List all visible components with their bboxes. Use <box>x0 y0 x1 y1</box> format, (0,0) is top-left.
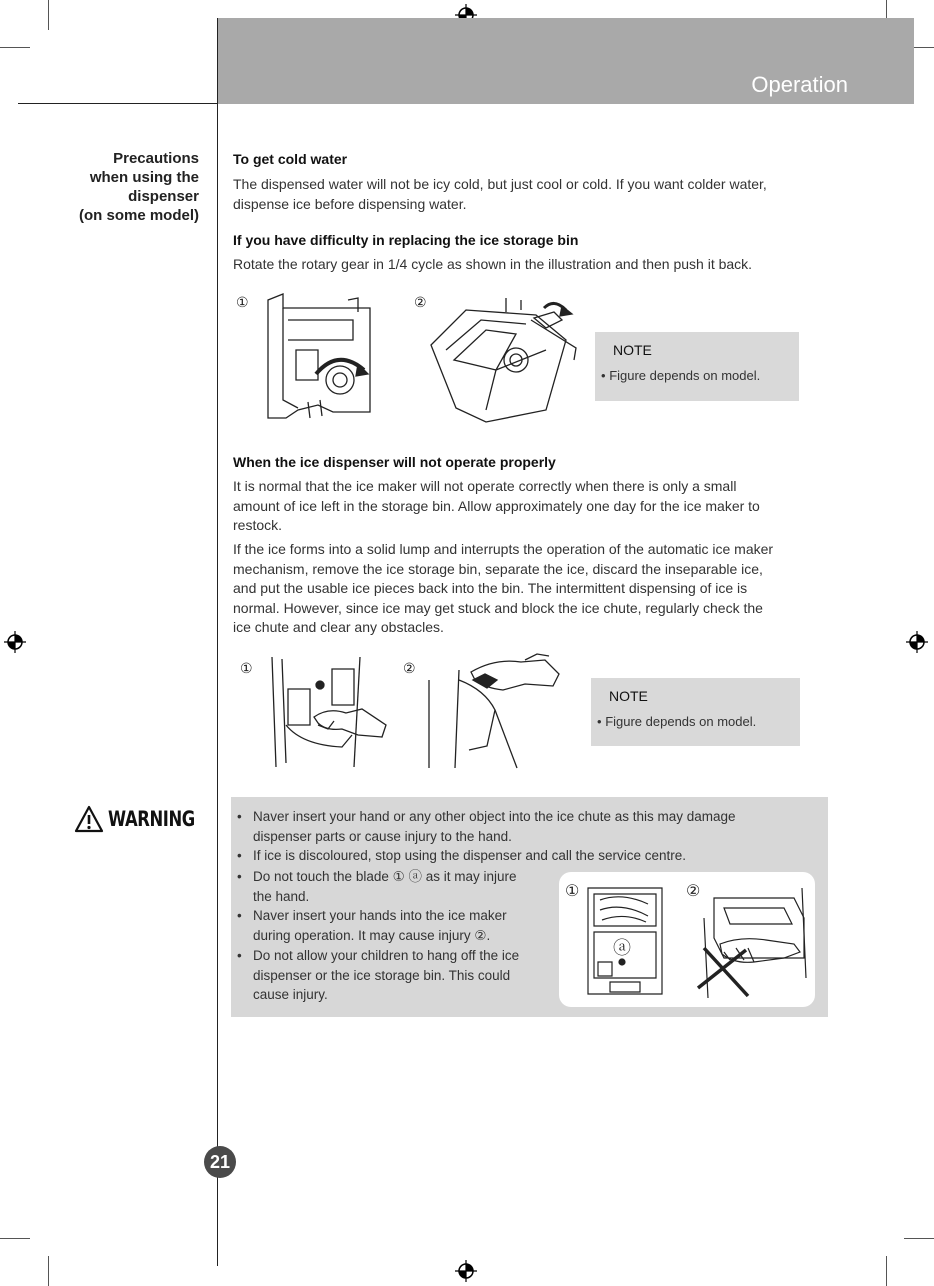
warning-line: Naver insert your hand or any other object into the ice chute as this may damage <box>253 809 736 824</box>
warning-item <box>237 946 555 1005</box>
sidebar-title-line: Precautions <box>113 150 199 167</box>
paragraph <box>233 175 833 214</box>
paragraph-line: It is normal that the ice maker will not operate correctly when there is only a small <box>233 478 737 494</box>
hand-in-ice-maker-illustration <box>684 878 812 1002</box>
paragraph-line: Rotate the rotary gear in 1/4 cycle as shown in the illustration and then push it back. <box>233 256 753 272</box>
warning-text: WARNING <box>108 807 195 831</box>
crop-mark <box>886 1256 887 1286</box>
paragraph-line: and put the usable ice pieces back into the bin. The intermittent dispensing of ice is <box>233 580 748 596</box>
section-heading: When the ice dispenser will not operate properly <box>233 454 556 470</box>
paragraph-line: normal. However, since ice may get stuck and block the ice chute, regularly check the <box>233 599 763 616</box>
warning-item <box>237 846 817 866</box>
figure-label: ② <box>403 660 416 676</box>
bullet: • <box>237 848 242 863</box>
bullet: • <box>237 809 242 824</box>
registration-mark-icon <box>4 631 26 653</box>
note-body <box>601 368 760 383</box>
registration-mark-icon <box>455 1260 477 1282</box>
crop-mark <box>48 0 49 30</box>
bullet: • <box>237 869 242 884</box>
warning-triangle-icon <box>74 805 104 833</box>
figure-label: ② <box>414 294 427 310</box>
warning-line: cause injury. <box>253 987 328 1002</box>
note-body <box>597 714 756 729</box>
sidebar-title-line: dispenser <box>128 188 199 205</box>
paragraph-line: dispense ice before dispensing water. <box>233 195 467 212</box>
dispenser-cleaning-illustration <box>425 650 565 770</box>
warning-line: dispenser parts or cause injury to the hand. <box>253 828 512 844</box>
bullet: • <box>601 368 606 383</box>
sidebar-title <box>40 149 199 225</box>
warning-label <box>74 804 219 834</box>
warning-line: dispenser or the ice storage bin. This could <box>253 967 511 983</box>
bullet: • <box>237 948 242 963</box>
paragraph <box>233 540 833 638</box>
section-heading: If you have difficulty in replacing the ice storage bin <box>233 232 579 248</box>
ice-bin-gear-illustration <box>258 290 378 420</box>
figure-label: ① <box>240 660 253 676</box>
figure-label: ⓐ <box>613 938 631 958</box>
crop-mark <box>48 1256 49 1286</box>
figure-label: ① <box>565 883 580 900</box>
vertical-divider <box>217 18 218 1266</box>
paragraph-line: The dispensed water will not be icy cold, but just cool or cold. If you want colder water, <box>233 176 767 192</box>
warning-item <box>237 906 555 945</box>
horizontal-divider <box>18 103 218 104</box>
section-title: Operation <box>751 72 848 97</box>
paragraph-line: If the ice forms into a solid lump and interrupts the operation of the automatic ice maker <box>233 541 774 557</box>
ice-bin-push-illustration <box>426 290 586 426</box>
crop-mark <box>0 47 30 48</box>
warning-line: Naver insert your hands into the ice maker <box>253 908 507 923</box>
warning-line: Do not touch the blade ① ⓐ as it may injure <box>253 869 517 884</box>
crop-mark <box>0 1238 30 1239</box>
registration-mark-icon <box>906 631 928 653</box>
note-title: NOTE <box>613 342 652 358</box>
paragraph-line: restock. <box>233 517 283 533</box>
page-number: 21 <box>204 1146 236 1178</box>
note-text: Figure depends on model. <box>609 368 761 383</box>
paragraph-line: mechanism, remove the ice storage bin, separate the ice, discard the inseparable ice, <box>233 560 763 577</box>
warning-line: during operation. It may cause injury ②. <box>253 927 491 943</box>
paragraph-line: ice chute and clear any obstacles. <box>233 619 444 635</box>
figure-label: ② <box>686 883 701 900</box>
note-text: Figure depends on model. <box>605 714 757 729</box>
section-heading: To get cold water <box>233 151 348 167</box>
warning-line: the hand. <box>253 888 310 904</box>
warning-line: If ice is discoloured, stop using the dispenser and call the service centre. <box>253 848 686 863</box>
warning-item <box>237 807 817 846</box>
paragraph-line: amount of ice left in the storage bin. Allow approximately one day for the ice maker to <box>233 497 760 514</box>
note-box <box>591 678 800 746</box>
bullet: • <box>597 714 602 729</box>
paragraph <box>233 477 833 536</box>
warning-line: Do not allow your children to hang off the ice <box>253 948 520 963</box>
ice-chute-cleaning-illustration <box>262 655 392 767</box>
crop-mark <box>904 1238 934 1239</box>
note-box <box>595 332 799 401</box>
figure-label: ① <box>236 294 249 310</box>
note-title: NOTE <box>609 688 648 704</box>
sidebar-title-line: (on some model) <box>78 207 199 224</box>
paragraph <box>233 255 833 275</box>
bullet: • <box>237 908 242 923</box>
sidebar-title-line: when using the <box>89 169 199 186</box>
warning-item <box>237 867 555 906</box>
